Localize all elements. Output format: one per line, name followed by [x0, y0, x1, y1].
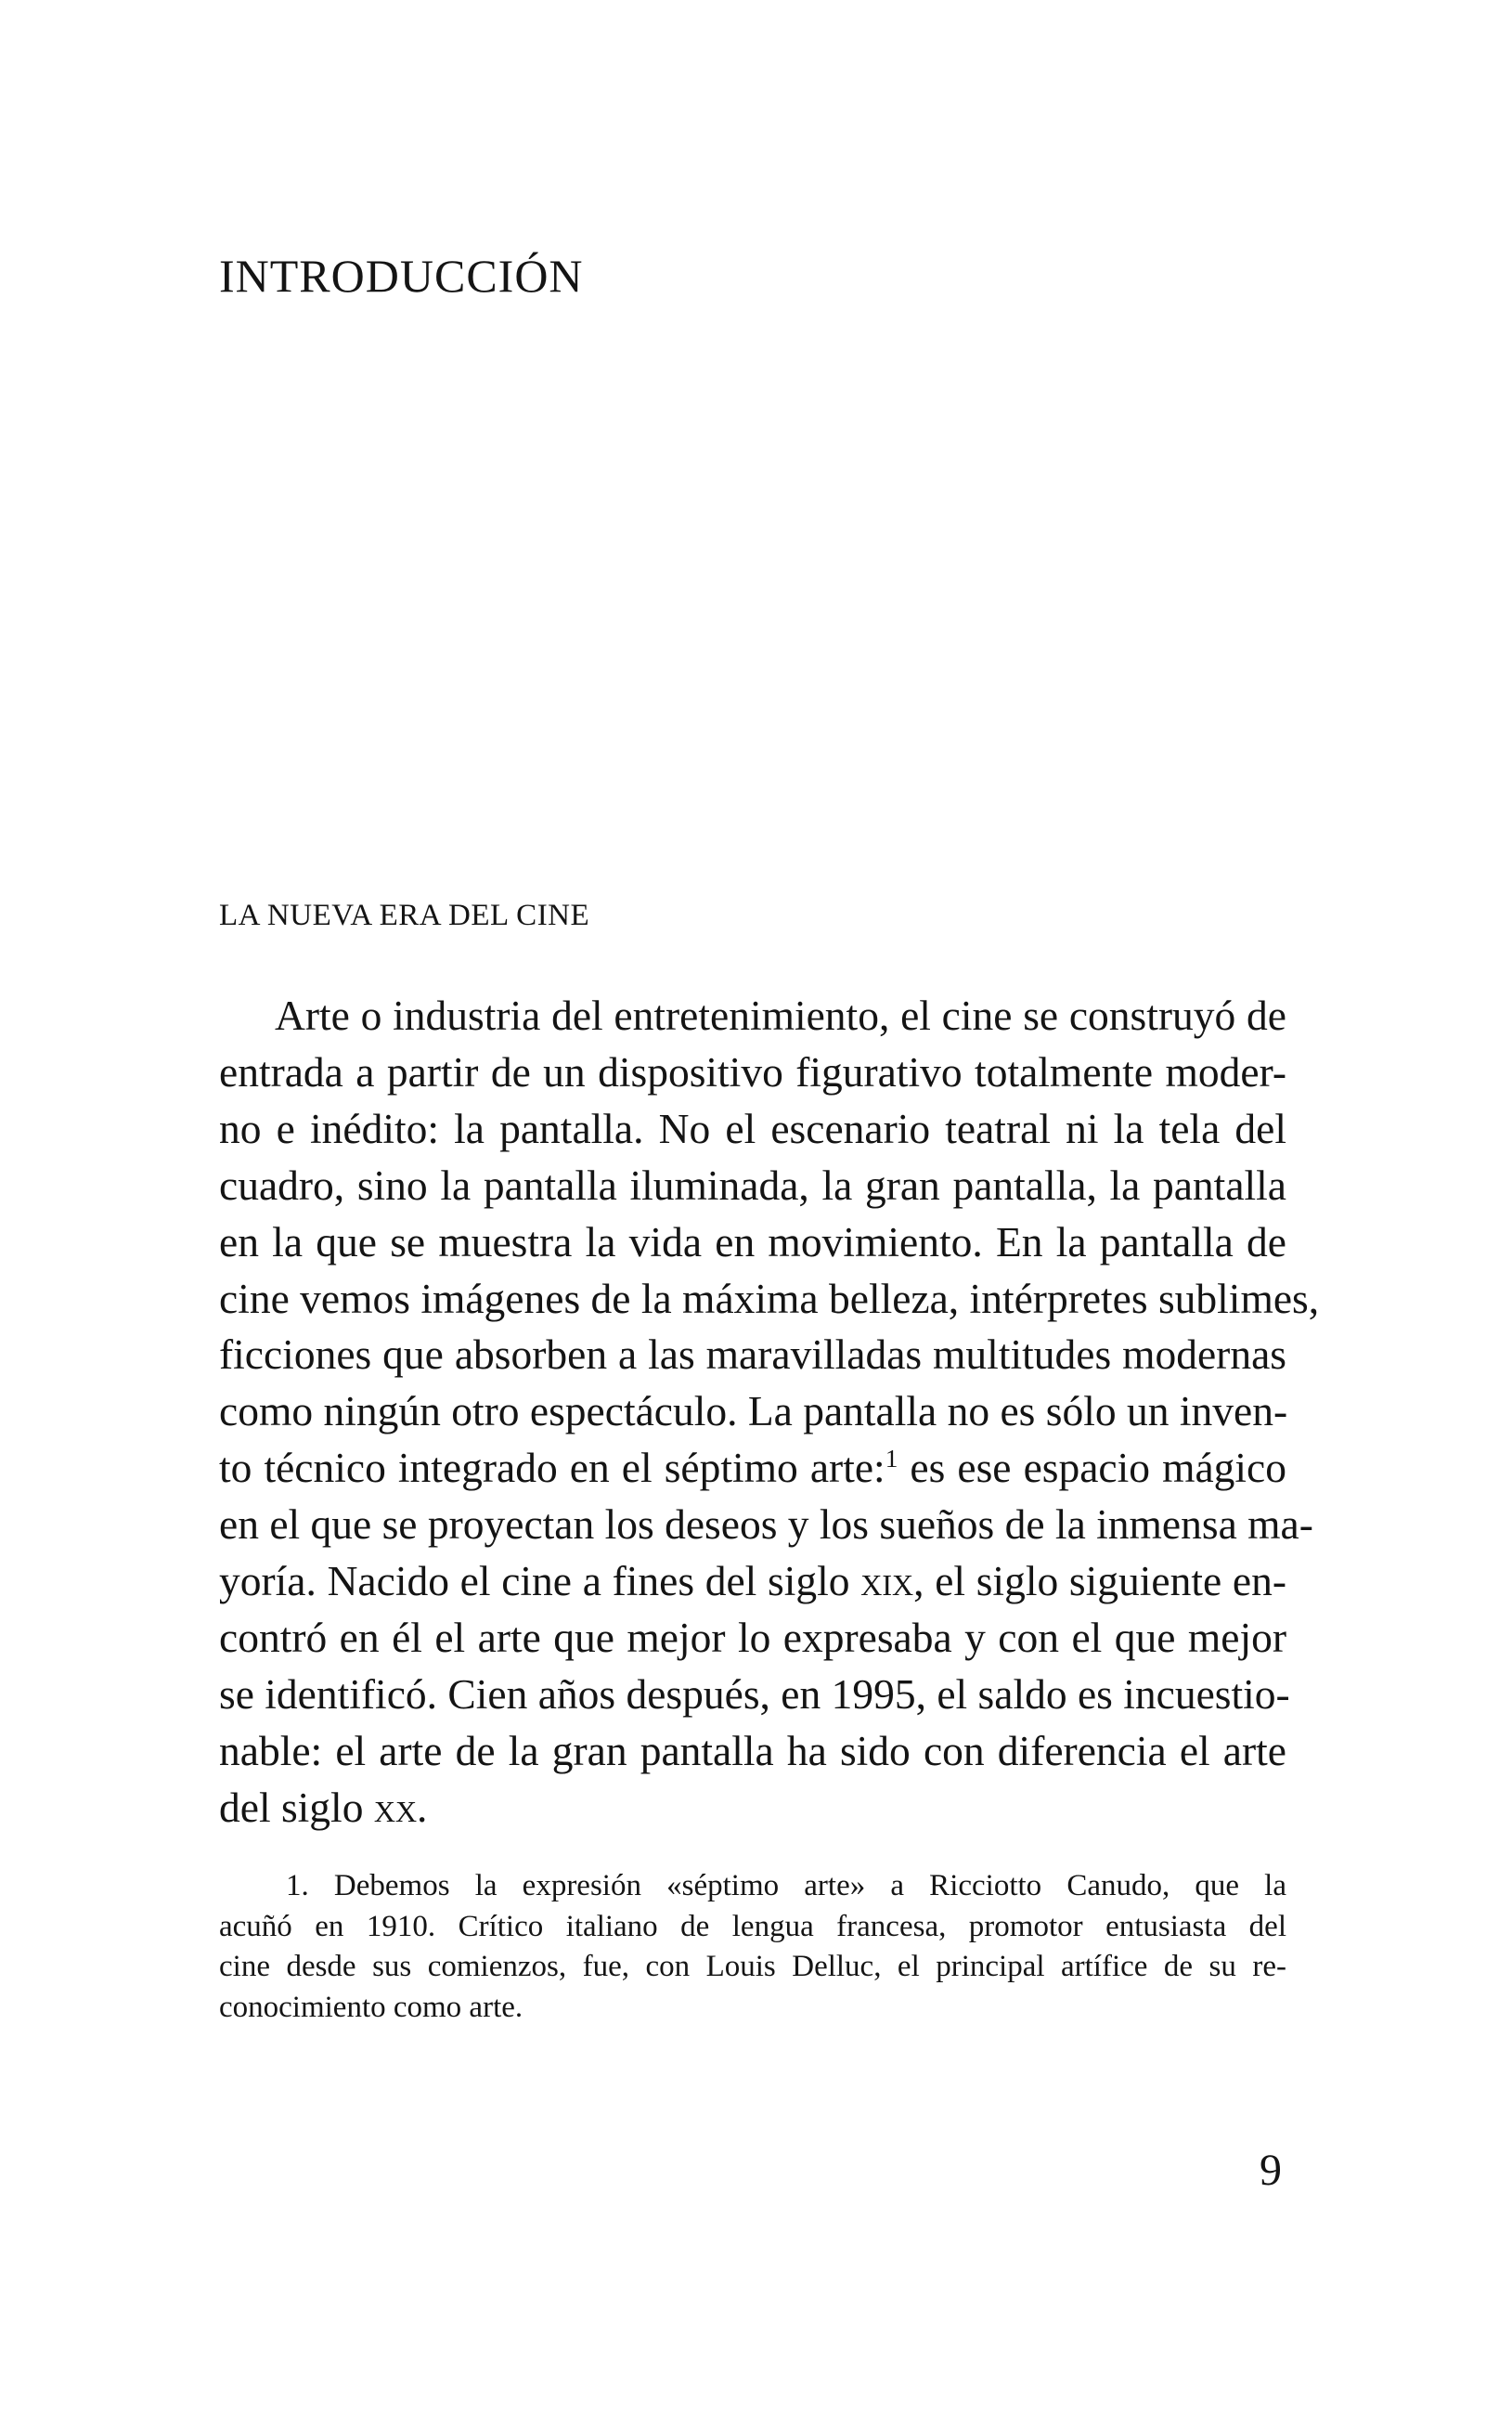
body-line: en la que se muestra la vida en movimiento. En la pantalla de [219, 1217, 1286, 1265]
body-line: Arte o industria del entretenimiento, el cine se construyó de [275, 992, 1286, 1039]
footnote-line: conocimiento como arte. [219, 1990, 523, 2024]
body-line-text: , el siglo siguiente en- [913, 1557, 1286, 1605]
body-line: en el que se proyectan los deseos y los sueños de la inmensa ma- [219, 1500, 1313, 1549]
body-paragraph [219, 988, 1320, 1836]
body-line: entrada a partir de un dispositivo figurativo totalmente moder- [219, 1047, 1286, 1096]
page-number: 9 [1260, 2146, 1282, 2195]
body-line-text: to técnico integrado en el séptimo arte: [219, 1444, 885, 1492]
body-line: no e inédito: la pantalla. No el escenario teatral ni la tela del [219, 1104, 1286, 1152]
body-line: cuadro, sino la pantalla iluminada, la gran pantalla, la pantalla [219, 1161, 1286, 1209]
century-numeral: xx [373, 1783, 418, 1831]
century-numeral: xix [860, 1557, 914, 1605]
footnote-line: acuñó en 1910. Crítico italiano de lengua francesa, promotor entusiasta del [219, 1909, 1286, 1943]
body-line-text: yoría. Nacido el cine a fines del siglo [219, 1557, 861, 1605]
body-line: como ningún otro espectáculo. La pantalla no es sólo un inven- [219, 1387, 1288, 1435]
footnote-line: cine desde sus comienzos, fue, con Louis Delluc, el principal artífice de su re- [219, 1950, 1286, 1983]
body-line-text: . [417, 1783, 428, 1831]
body-line [219, 1553, 1286, 1610]
footnote-reference: 1 [885, 1445, 898, 1473]
body-line: nable: el arte de la gran pantalla ha sido con diferencia el arte [219, 1726, 1286, 1774]
body-line [219, 1440, 1286, 1497]
section-heading: LA NUEVA ERA DEL CINE [219, 899, 590, 932]
body-line-text: es ese espacio mágico [898, 1444, 1286, 1492]
body-line: ficciones que absorben a las maravilladas multitudes modernas [219, 1330, 1286, 1379]
body-line: se identificó. Cien años después, en 1995, el saldo es incuestio- [219, 1669, 1290, 1718]
chapter-title: INTRODUCCIÓN [219, 250, 584, 302]
footnote-line: 1. Debemos la expresión «séptimo arte» a Ricciotto Canudo, que la [286, 1869, 1286, 1902]
body-line: cine vemos imágenes de la máxima belleza, intérpretes sublimes, [219, 1274, 1320, 1322]
footnote [219, 1866, 1286, 2028]
body-line [219, 1780, 1286, 1836]
body-line-text: del siglo [219, 1783, 374, 1831]
body-line: contró en él el arte que mejor lo expresaba y con el que mejor [219, 1613, 1286, 1661]
